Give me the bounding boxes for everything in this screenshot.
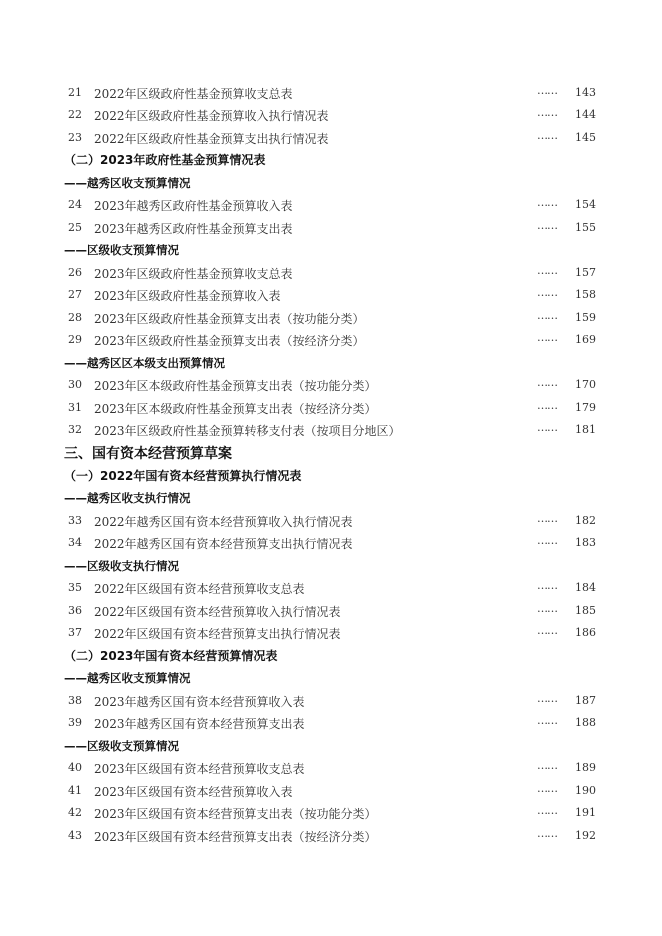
entry-number: 25 bbox=[68, 221, 82, 234]
entry-page-number: 188 bbox=[575, 716, 596, 729]
entry-number: 37 bbox=[68, 626, 82, 639]
entry-number: 39 bbox=[68, 716, 82, 729]
entry-page-number: 157 bbox=[575, 266, 596, 279]
toc-entry[interactable] bbox=[0, 533, 662, 553]
entry-number: 33 bbox=[68, 514, 82, 527]
section-heading-text: （一）2022年国有资本经营预算执行情况表 bbox=[64, 469, 302, 483]
entry-title: 2023年区级国有资本经营预算支出表（按经济分类） bbox=[94, 830, 377, 844]
entry-page-number: 159 bbox=[575, 311, 596, 324]
subsection-heading bbox=[0, 488, 662, 508]
entry-leader-dots: …… bbox=[537, 286, 557, 299]
entry-page-number: 186 bbox=[575, 626, 596, 639]
toc-entry[interactable] bbox=[0, 781, 662, 801]
entry-number: 38 bbox=[68, 694, 82, 707]
entry-page-number: 170 bbox=[575, 378, 596, 391]
entry-leader-dots: …… bbox=[537, 84, 557, 97]
toc-entry[interactable] bbox=[0, 128, 662, 148]
entry-leader-dots: …… bbox=[537, 804, 557, 817]
entry-number: 29 bbox=[68, 333, 82, 346]
toc-entry[interactable] bbox=[0, 601, 662, 621]
subsection-heading bbox=[0, 556, 662, 576]
subsection-heading-text: ——区级收支预算情况 bbox=[64, 739, 179, 753]
entry-title: 2023年区级政府性基金预算转移支付表（按项目分地区） bbox=[94, 424, 401, 438]
entry-number: 42 bbox=[68, 806, 82, 819]
subsection-heading bbox=[0, 736, 662, 756]
entry-number: 30 bbox=[68, 378, 82, 391]
entry-number: 35 bbox=[68, 581, 82, 594]
entry-title: 2023年区级国有资本经营预算支出表（按功能分类） bbox=[94, 807, 377, 821]
entry-page-number: 190 bbox=[575, 784, 596, 797]
entry-title: 2022年越秀区国有资本经营预算收入执行情况表 bbox=[94, 515, 353, 529]
toc-entry[interactable] bbox=[0, 398, 662, 418]
entry-title: 2022年区级国有资本经营预算支出执行情况表 bbox=[94, 627, 341, 641]
entry-leader-dots: …… bbox=[537, 421, 557, 434]
subsection-heading-text: ——越秀区收支预算情况 bbox=[64, 671, 191, 685]
toc-entry[interactable] bbox=[0, 375, 662, 395]
entry-leader-dots: …… bbox=[537, 129, 557, 142]
subsection-heading bbox=[0, 240, 662, 260]
entry-title: 2023年区级政府性基金预算支出表（按经济分类） bbox=[94, 334, 365, 348]
entry-number: 26 bbox=[68, 266, 82, 279]
entry-leader-dots: …… bbox=[537, 782, 557, 795]
toc-entry[interactable] bbox=[0, 758, 662, 778]
subsection-heading bbox=[0, 173, 662, 193]
entry-leader-dots: …… bbox=[537, 106, 557, 119]
entry-leader-dots: …… bbox=[537, 309, 557, 322]
entry-title: 2023年区级国有资本经营预算收支总表 bbox=[94, 762, 305, 776]
subsection-heading-text: ——越秀区收支预算情况 bbox=[64, 176, 191, 190]
entry-number: 21 bbox=[68, 86, 82, 99]
entry-page-number: 185 bbox=[575, 604, 596, 617]
entry-leader-dots: …… bbox=[537, 759, 557, 772]
toc-entry[interactable] bbox=[0, 691, 662, 711]
toc-entry[interactable] bbox=[0, 308, 662, 328]
entry-leader-dots: …… bbox=[537, 196, 557, 209]
subsection-heading-text: ——区级收支执行情况 bbox=[64, 559, 179, 573]
entry-number: 24 bbox=[68, 198, 82, 211]
entry-page-number: 181 bbox=[575, 423, 596, 436]
toc-entry[interactable] bbox=[0, 578, 662, 598]
entry-page-number: 192 bbox=[575, 829, 596, 842]
entry-page-number: 182 bbox=[575, 514, 596, 527]
entry-number: 40 bbox=[68, 761, 82, 774]
entry-page-number: 145 bbox=[575, 131, 596, 144]
entry-title: 2023年区级政府性基金预算支出表（按功能分类） bbox=[94, 312, 365, 326]
entry-page-number: 144 bbox=[575, 108, 596, 121]
entry-title: 2023年区本级政府性基金预算支出表（按经济分类） bbox=[94, 402, 377, 416]
entry-number: 32 bbox=[68, 423, 82, 436]
entry-page-number: 189 bbox=[575, 761, 596, 774]
part-heading-text: 三、国有资本经营预算草案 bbox=[64, 446, 232, 462]
entry-title: 2022年区级政府性基金预算支出执行情况表 bbox=[94, 132, 329, 146]
entry-page-number: 184 bbox=[575, 581, 596, 594]
subsection-heading-text: ——越秀区收支执行情况 bbox=[64, 491, 191, 505]
entry-page-number: 143 bbox=[575, 86, 596, 99]
entry-leader-dots: …… bbox=[537, 219, 557, 232]
toc-entry[interactable] bbox=[0, 195, 662, 215]
entry-page-number: 183 bbox=[575, 536, 596, 549]
entry-title: 2023年区级国有资本经营预算收入表 bbox=[94, 785, 293, 799]
entry-title: 2023年越秀区国有资本经营预算支出表 bbox=[94, 717, 305, 731]
entry-number: 43 bbox=[68, 829, 82, 842]
section-heading bbox=[0, 150, 662, 170]
section-heading bbox=[0, 646, 662, 666]
entry-leader-dots: …… bbox=[537, 534, 557, 547]
entry-title: 2022年区级政府性基金预算收入执行情况表 bbox=[94, 109, 329, 123]
section-heading-text: （二）2023年政府性基金预算情况表 bbox=[64, 153, 266, 167]
entry-title: 2022年越秀区国有资本经营预算支出执行情况表 bbox=[94, 537, 353, 551]
entry-page-number: 154 bbox=[575, 198, 596, 211]
subsection-heading bbox=[0, 668, 662, 688]
section-heading bbox=[0, 466, 662, 486]
entry-title: 2022年区级国有资本经营预算收入执行情况表 bbox=[94, 605, 341, 619]
entry-leader-dots: …… bbox=[537, 376, 557, 389]
entry-page-number: 179 bbox=[575, 401, 596, 414]
entry-number: 27 bbox=[68, 288, 82, 301]
entry-leader-dots: …… bbox=[537, 512, 557, 525]
entry-number: 28 bbox=[68, 311, 82, 324]
entry-title: 2022年区级政府性基金预算收支总表 bbox=[94, 87, 293, 101]
entry-number: 23 bbox=[68, 131, 82, 144]
entry-leader-dots: …… bbox=[537, 624, 557, 637]
toc-entry[interactable] bbox=[0, 83, 662, 103]
toc-entry[interactable] bbox=[0, 105, 662, 125]
toc-entry[interactable] bbox=[0, 713, 662, 733]
subsection-heading bbox=[0, 353, 662, 373]
toc-entry[interactable] bbox=[0, 803, 662, 823]
entry-page-number: 187 bbox=[575, 694, 596, 707]
entry-page-number: 155 bbox=[575, 221, 596, 234]
subsection-heading-text: ——越秀区区本级支出预算情况 bbox=[64, 356, 225, 370]
subsection-heading-text: ——区级收支预算情况 bbox=[64, 243, 179, 257]
toc-entry[interactable] bbox=[0, 511, 662, 531]
entry-leader-dots: …… bbox=[537, 714, 557, 727]
toc-entry[interactable] bbox=[0, 285, 662, 305]
toc-entry[interactable] bbox=[0, 218, 662, 238]
toc-entry[interactable] bbox=[0, 330, 662, 350]
entry-leader-dots: …… bbox=[537, 602, 557, 615]
entry-title: 2023年越秀区国有资本经营预算收入表 bbox=[94, 695, 305, 709]
entry-leader-dots: …… bbox=[537, 331, 557, 344]
entry-page-number: 169 bbox=[575, 333, 596, 346]
section-heading-text: （二）2023年国有资本经营预算情况表 bbox=[64, 649, 278, 663]
entry-leader-dots: …… bbox=[537, 264, 557, 277]
entry-number: 41 bbox=[68, 784, 82, 797]
entry-page-number: 158 bbox=[575, 288, 596, 301]
toc-entry[interactable] bbox=[0, 623, 662, 643]
entry-leader-dots: …… bbox=[537, 827, 557, 840]
entry-title: 2023年越秀区政府性基金预算支出表 bbox=[94, 222, 293, 236]
entry-leader-dots: …… bbox=[537, 399, 557, 412]
part-heading bbox=[0, 443, 662, 463]
entry-number: 22 bbox=[68, 108, 82, 121]
entry-leader-dots: …… bbox=[537, 579, 557, 592]
toc-entry[interactable] bbox=[0, 826, 662, 846]
entry-leader-dots: …… bbox=[537, 692, 557, 705]
entry-title: 2022年区级国有资本经营预算收支总表 bbox=[94, 582, 305, 596]
entry-page-number: 191 bbox=[575, 806, 596, 819]
entry-title: 2023年越秀区政府性基金预算收入表 bbox=[94, 199, 293, 213]
entry-title: 2023年区级政府性基金预算收入表 bbox=[94, 289, 281, 303]
entry-number: 34 bbox=[68, 536, 82, 549]
toc-entry[interactable] bbox=[0, 263, 662, 283]
entry-title: 2023年区级政府性基金预算收支总表 bbox=[94, 267, 293, 281]
entry-number: 36 bbox=[68, 604, 82, 617]
toc-entry[interactable] bbox=[0, 420, 662, 440]
entry-number: 31 bbox=[68, 401, 82, 414]
entry-title: 2023年区本级政府性基金预算支出表（按功能分类） bbox=[94, 379, 377, 393]
